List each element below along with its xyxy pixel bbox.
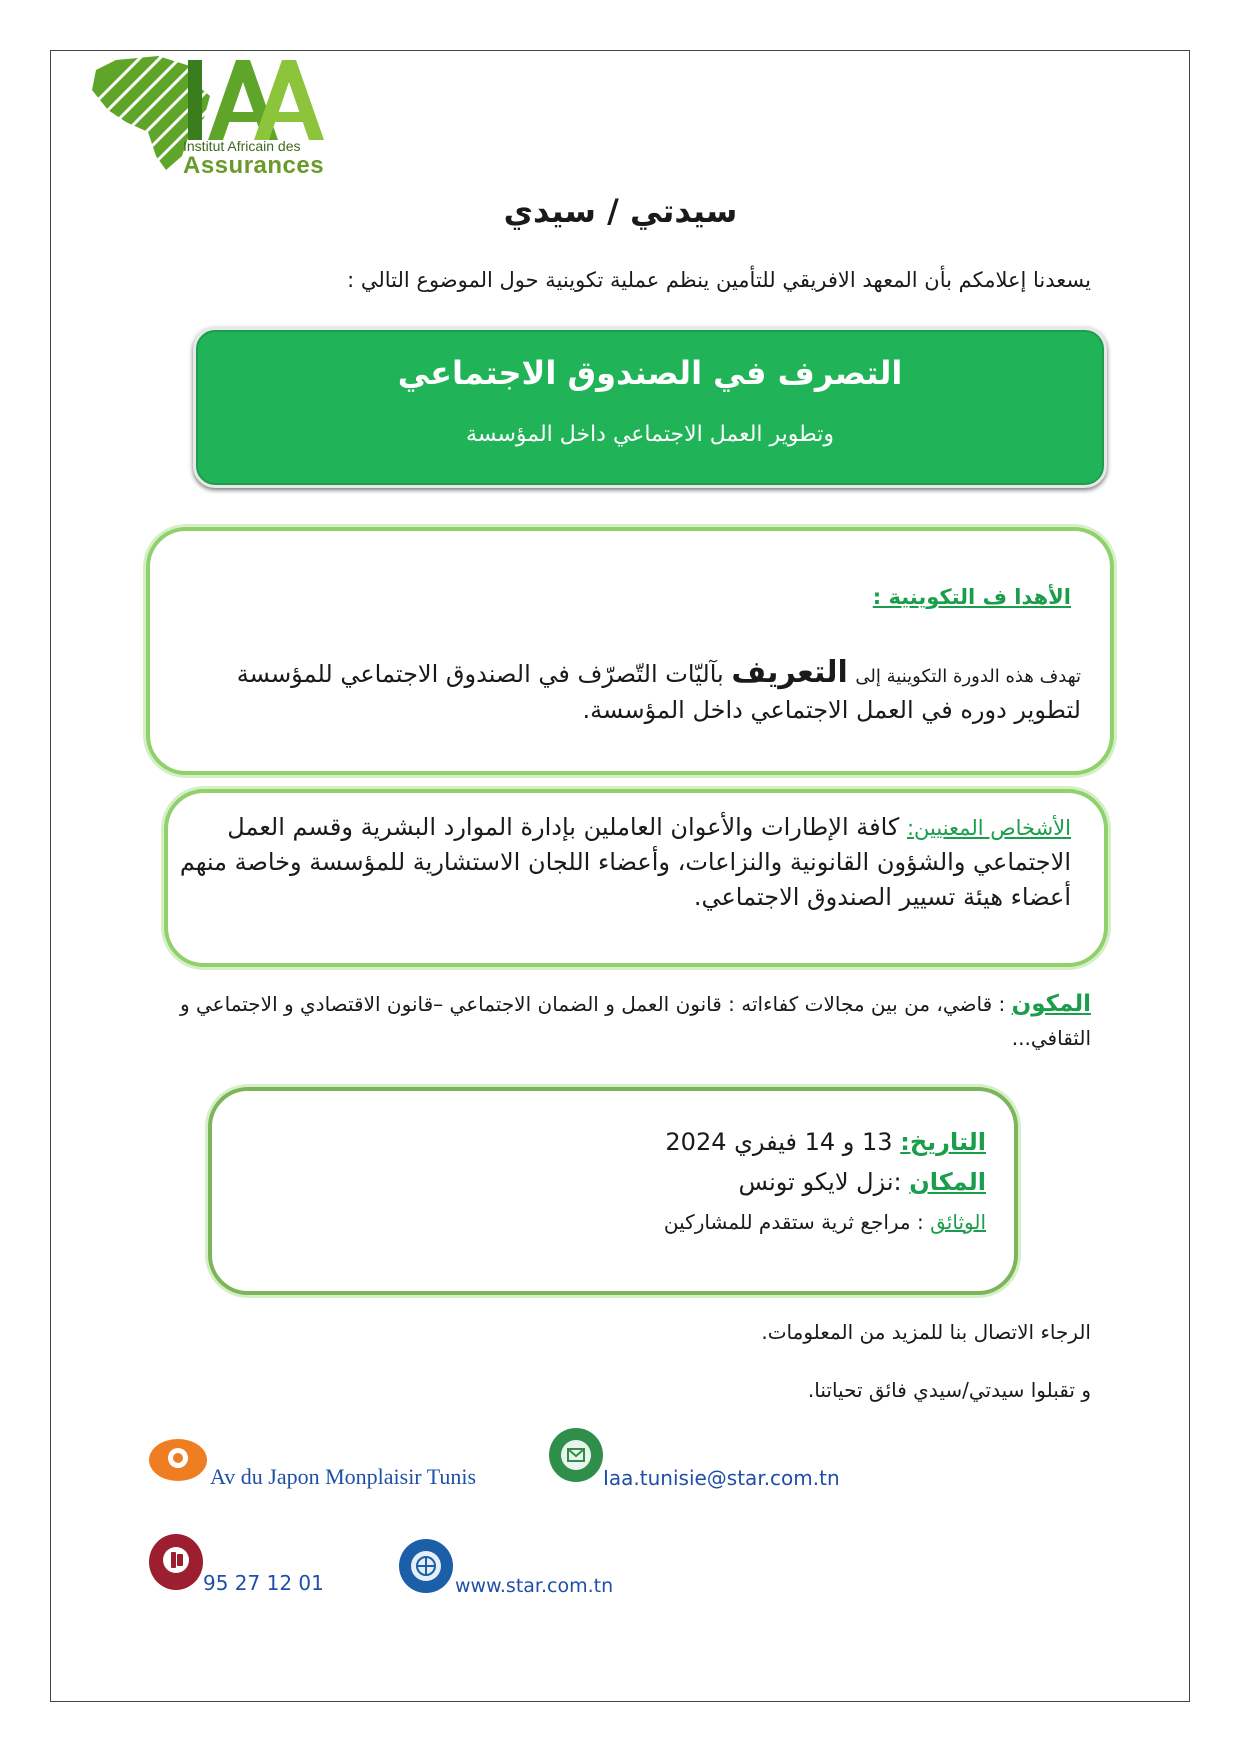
place-row <box>739 1168 987 1196</box>
mail-icon <box>548 1427 604 1483</box>
phone-icon <box>148 1533 204 1591</box>
date-value: 13 و 14 فيفري 2024 <box>665 1128 893 1156</box>
date-label: التاريخ: <box>900 1128 986 1156</box>
audience-body: كافة الإطارات والأعوان العاملين بإدارة الموارد البشرية وقسم العمل الاجتماعي والشؤون القانونية والنزاعات، وأعضاء اللجان الاستشارية للمؤسسة وخاصة منهم أعضاء هيئة تسيير الصندوق الاجتماعي. <box>179 813 1071 911</box>
docs-value: : مراجع ثرية ستقدم للمشاركين <box>663 1210 924 1234</box>
objectives-text-part3: بآليّات التّصرّف في الصندوق الاجتماعي للمؤسسة لتطوير دوره في العمل الاجتماعي داخل المؤسسة. <box>236 660 1081 724</box>
location-pin-icon <box>148 1438 208 1482</box>
website-link[interactable]: www.star.com.tn <box>455 1575 614 1597</box>
closing-line-1: الرجاء الاتصال بنا للمزيد من المعلومات. <box>761 1320 1091 1344</box>
trainer-body: : قاضي، من بين مجالات كفاءاته : قانون العمل و الضمان الاجتماعي –قانون الاقتصادي و الاجتماعي و الثقافي... <box>180 992 1091 1050</box>
email-link[interactable]: Iaa.tunisie@star.com.tn <box>603 1466 840 1490</box>
objectives-text-emphasis: التعريف <box>731 655 848 690</box>
address-text: Av du Japon Monplaisir Tunis <box>210 1464 477 1489</box>
objectives-text-part1: تهدف هذه الدورة التكوينية إلى <box>855 666 1081 687</box>
objectives-text <box>181 652 1081 728</box>
banner-title: التصرف في الصندوق الاجتماعي <box>397 354 903 392</box>
greeting: سيدتي / سيدي <box>503 192 738 230</box>
place-label: المكان <box>909 1168 986 1196</box>
date-row <box>665 1128 986 1156</box>
docs-row <box>664 1210 986 1234</box>
place-value: :نزل لايكو تونس <box>738 1168 902 1196</box>
logo-line1: Institut Africain des <box>183 138 301 154</box>
closing-line-2: و تقبلوا سيدتي/سيدي فائق تحياتنا. <box>807 1378 1091 1402</box>
objectives-box <box>146 527 1114 775</box>
title-banner <box>193 327 1107 488</box>
banner-subtitle: وتطوير العمل الاجتماعي داخل المؤسسة <box>466 422 834 447</box>
trainer-text <box>171 987 1091 1054</box>
docs-label: الوثائق <box>930 1210 986 1234</box>
phone-number[interactable]: 95 27 12 01 <box>203 1571 324 1595</box>
trainer-label: المكون <box>1011 991 1091 1017</box>
objectives-heading: الأهدا ف التكوينية : <box>872 585 1071 609</box>
logo-line2: Assurances <box>183 152 325 179</box>
audience-text <box>171 810 1071 914</box>
intro-text: يسعدنا إعلامكم بأن المعهد الافريقي للتأمين ينظم عملية تكوينية حول الموضوع التالي : <box>347 268 1091 292</box>
audience-label: الأشخاص المعنيين: <box>906 816 1071 840</box>
globe-icon <box>398 1538 454 1594</box>
